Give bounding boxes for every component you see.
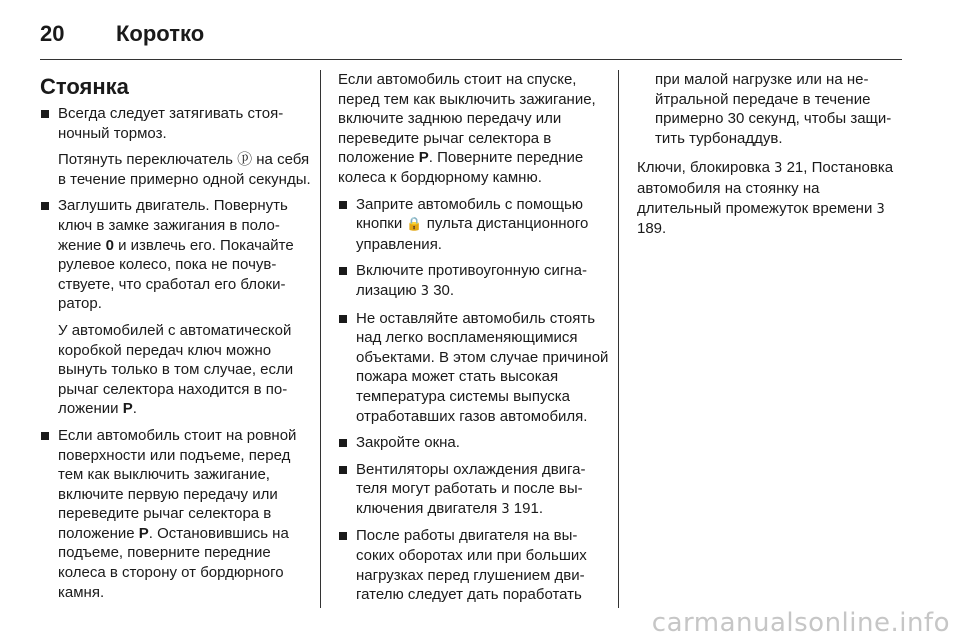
selector-position: P [418,149,429,167]
item-text: . Поверните передние колеса к бордюрному камню. [338,149,584,186]
header-rule [40,59,902,60]
page-header [40,18,204,50]
list-item [338,195,610,255]
page-ref[interactable]: 189. [637,220,667,238]
item-text: Включите противоугонную сигнализацию [356,262,587,299]
item-text: пульта дистанционного управления. [356,215,589,253]
paragraph: при малой нагрузке или на нейтральной передаче в течение примерно 30 секунд, чтобы защитить турбонаддув. [655,71,892,147]
column-3 [637,70,905,246]
ignition-position: 0 [105,236,114,254]
page-ref-arrow-icon: 3 [774,161,783,177]
list-item [338,460,610,520]
column-2 [338,70,610,612]
list-item [338,526,610,604]
item-text: Заприте автомобиль с помощью кнопки [356,195,584,233]
page-ref[interactable]: 30. [429,281,455,299]
paragraph [338,70,610,188]
item-text: Если автомобиль стоит на спуске, перед тем как выключить зажигание, включите заднюю передачу или переведите рычаг селектора в положение [338,71,596,167]
item-text: Вентиляторы охлаждения двигателя могут работать и после выключения двигателя [356,460,586,517]
item-text: Заглушить двигатель. Повернуть ключ в замке зажигания в положение [58,197,288,254]
item-text: После работы двигателя на высоких оборотах или при больших нагрузках перед глушением двигателю следует дать поработать [356,527,587,604]
list-item [338,261,610,301]
parking-brake-icon: ⓟ [237,151,253,169]
item-text: Всегда следует затягивать стояночный тормоз. [58,105,284,142]
item-text: Если автомобиль стоит на ровной поверхности или подъеме, перед тем как выключить зажигание, включите первую передачу или переведите рычаг селектора в положение [58,426,297,542]
cross-reference [637,158,905,238]
page-ref[interactable]: 21, Постановка автомобиля на стоянку на длительный промежуток времени [637,159,894,217]
item-text: Потянуть переключатель [58,151,238,169]
item-text: Ключи, блокировка [637,159,775,177]
parking-heading: Стоянка [40,74,129,99]
item-text: Закройте окна. [356,434,460,452]
list-item [40,426,312,602]
lock-icon: 🔒 [406,217,423,233]
item-text: . [132,400,137,418]
column-divider-1 [320,70,321,608]
page-ref-arrow-icon: 3 [501,501,510,517]
item-text: Не оставляйте автомобиль стоять над легко воспламеняющимися объектами. В этом случае причиной пожара может стать высокая температура системы выпуска отработавших газов автомобиля. [356,309,609,425]
item-text: и извлечь его. Покачайте рулевое колесо, пока не почувствуете, что сработал его блокиратор. [58,236,294,313]
selector-position: P [138,524,149,542]
column-1 [40,68,312,609]
list-item [40,104,312,143]
column-divider-2 [618,70,619,608]
watermark: carmanualsonline.info [651,608,950,638]
list-item [40,196,312,314]
item-text: . Остановившись на подъеме, поверните передние колеса в сторону от бордюрного камня. [58,524,289,601]
list-item-note [40,321,312,419]
list-item-note [40,150,312,189]
item-text: на себя в течение примерно одной секунды. [58,151,311,188]
page-ref-arrow-icon: 3 [420,283,430,299]
list-item [338,309,610,427]
list-item [338,433,610,453]
page-ref[interactable]: 191. [509,499,544,517]
item-text: У автомобилей с автоматической коробкой передач ключ можно вынуть только в том случае, если рычаг селектора находится в положении [58,321,294,418]
selector-position: P [122,400,133,418]
page-ref-arrow-icon: 3 [876,201,885,217]
section-title: Коротко [116,21,205,46]
page-number: 20 [40,21,65,46]
